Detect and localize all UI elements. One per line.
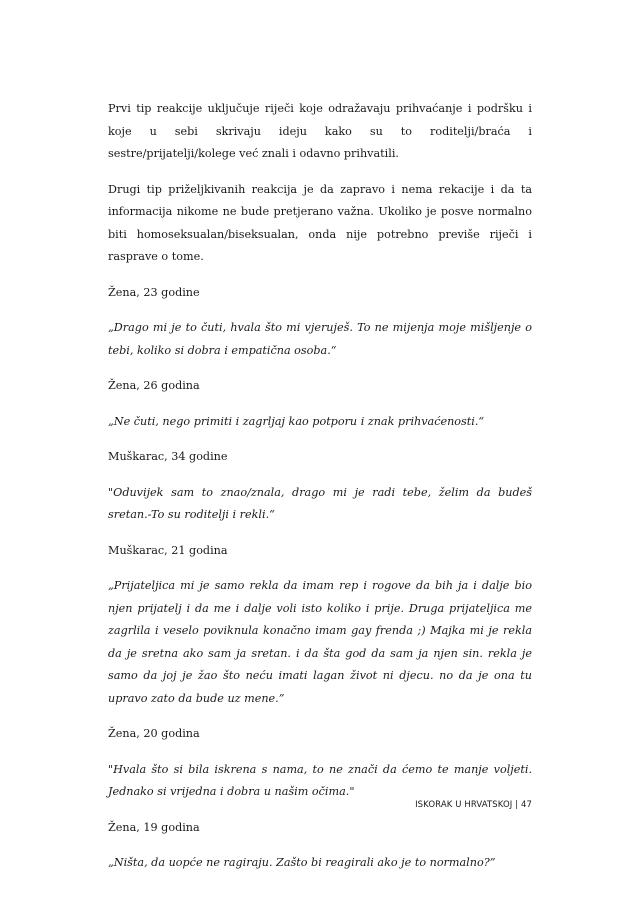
- testimonial-quote: „Prijateljica mi je samo rekla da imam rep i rogove da bih ja i dalje bio njen prijatelj i da me i dalje voli isto koliko i prije. Druga prijateljica me zagrlila i veselo poviknula konačno imam gay frenda ;) Majka mi je rekla da je sretna ako sam ja sretan. i da šta god da sam ja njen sin. rekla je samo da joj je žao što neću imati lagan život ni djecu. no da je ona tu upravo zato da bude uz mene.”: [108, 579, 532, 705]
- testimonial-speaker: Žena, 23 godine: [108, 285, 200, 299]
- testimonial-quote: "Hvala što si bila iskrena s nama, to ne znači da ćemo te manje voljeti. Jednako si vrijedna i dobra u našim očima.": [108, 762, 532, 798]
- testimonial-speaker: Žena, 26 godina: [108, 379, 200, 392]
- testimonial-speaker: Muškarac, 34 godine: [108, 450, 228, 463]
- testimonial-speaker: Žena, 19 godina: [108, 820, 200, 834]
- testimonial-speaker: Žena, 20 godina: [108, 727, 200, 740]
- document-body: [108, 98, 532, 888]
- testimonial-quote: „Ne čuti, nego primiti i zagrljaj kao potporu i znak prihvaćenosti.“: [108, 414, 485, 428]
- paragraph-second-reaction-type: Drugi tip priželjkivanih reakcija je da zapravo i nema rekacije i da ta informacija nikome ne bude pretjerano važna. Ukoliko je posve normalno biti homoseksualan/biseksualan, onda nije potrebno previše riječi i rasprave o tome.: [108, 182, 532, 263]
- testimonial-quote: "Oduvijek sam to znao/znala, drago mi je radi tebe, želim da budeš sretan.-To su roditelji i rekli.“: [108, 485, 532, 521]
- testimonial-quote: „Ništa, da uopće ne ragiraju. Zašto bi reagirali ako je to normalno?”: [108, 856, 496, 869]
- testimonial-speaker: Muškarac, 21 godina: [108, 543, 228, 557]
- paragraph-first-reaction-type: Prvi tip reakcije uključuje riječi koje odražavaju prihvaćanje i podršku i koje u sebi skrivaju ideju kako su to roditelji/braća i sestre/prijatelji/kolege već znali i odavno prihvatili.: [108, 102, 532, 160]
- page-footer: ISKORAK U HRVATSKOJ | 47: [415, 800, 532, 810]
- testimonial-quote: „Drago mi je to čuti, hvala što mi vjeruješ. To ne mijenja moje mišljenje o tebi, koliko si dobra i empatična osoba.“: [108, 321, 532, 357]
